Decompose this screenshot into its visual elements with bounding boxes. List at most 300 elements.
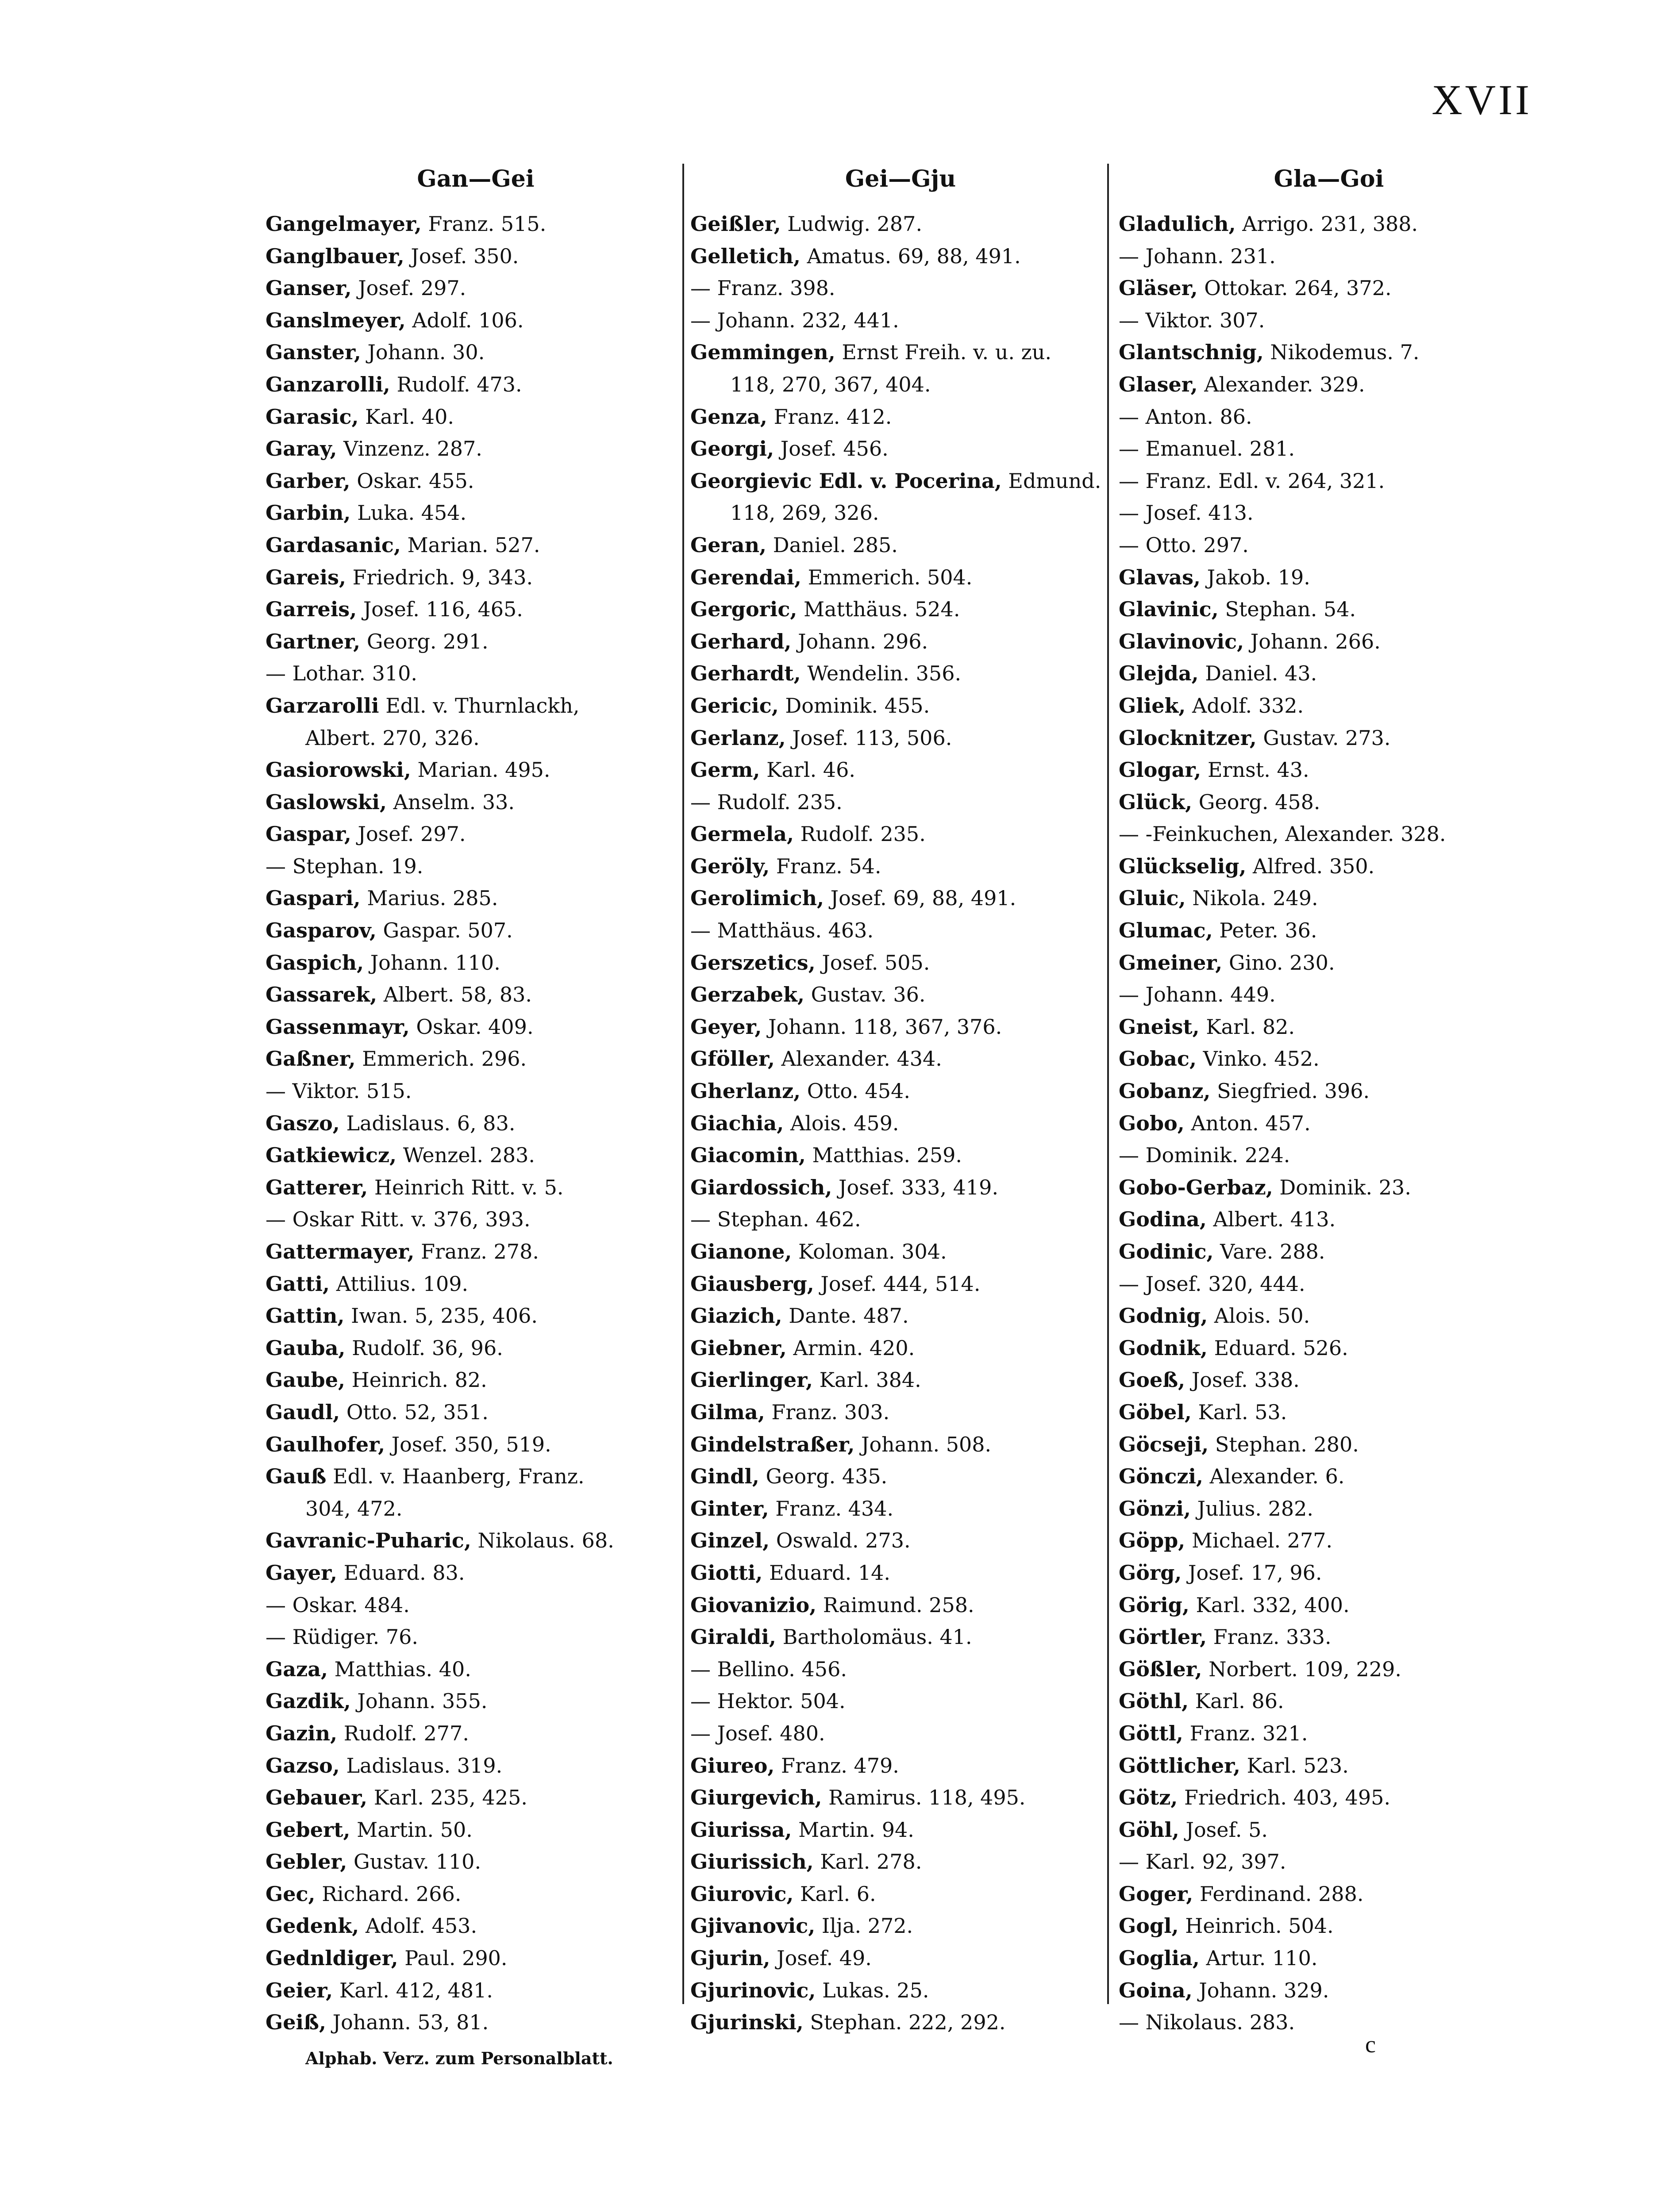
index-entry <box>266 1268 686 1300</box>
index-entry <box>266 497 686 529</box>
index-entry <box>1119 1203 1539 1236</box>
entry-surname: Gföller, <box>690 1047 775 1071</box>
entry-detail: — Karl. 92, 397. <box>1119 1850 1286 1874</box>
entry-surname: Gerhardt, <box>690 661 801 686</box>
entry-detail: — Lothar. 310. <box>266 661 418 686</box>
entry-detail: — Johann. 449. <box>1119 983 1276 1007</box>
entry-detail: Ladislaus. 6, 83. <box>346 1111 516 1135</box>
index-entry <box>266 818 686 850</box>
index-entry <box>266 1717 686 1750</box>
index-column-1 <box>266 157 686 2039</box>
index-entry <box>1119 1268 1539 1300</box>
entry-detail: Oskar. 409. <box>416 1014 534 1039</box>
index-entry <box>1119 1974 1539 2007</box>
footer-note: Alphab. Verz. zum Personalblatt. <box>305 2048 613 2068</box>
index-entry <box>266 593 686 626</box>
entry-surname: Gardasanic, <box>266 533 401 557</box>
index-entry <box>1119 336 1539 369</box>
entry-detail: Otto. 52, 351. <box>346 1400 489 1424</box>
entry-detail: Gino. 230. <box>1228 950 1335 975</box>
index-entry <box>690 1846 1111 1878</box>
entry-detail: Adolf. 106. <box>412 308 524 332</box>
index-entry <box>266 336 686 369</box>
entry-detail: Franz. 412. <box>774 404 892 429</box>
index-entry <box>690 690 1111 722</box>
entry-surname: Gelletich, <box>690 244 801 268</box>
entry-detail: Ramirus. 118, 495. <box>828 1786 1026 1810</box>
index-entry <box>690 336 1111 369</box>
index-entry <box>690 304 1111 337</box>
index-entry <box>1119 1750 1539 1782</box>
index-entry <box>690 1203 1111 1236</box>
entry-detail: 118, 270, 367, 404. <box>730 372 931 396</box>
entry-surname: Gauba, <box>266 1336 346 1360</box>
entry-surname: Gerendai, <box>690 565 801 589</box>
entry-surname: Gebert, <box>266 1817 350 1842</box>
entry-surname: Gassenmayr, <box>266 1014 410 1039</box>
index-entry <box>690 1557 1111 1589</box>
entry-surname: Görg, <box>1119 1560 1182 1585</box>
index-entry <box>266 754 686 786</box>
entry-surname: Gläser, <box>1119 276 1198 300</box>
index-entry <box>266 1621 686 1653</box>
index-entry <box>266 1460 686 1493</box>
index-entry <box>266 850 686 883</box>
index-entry <box>266 1364 686 1396</box>
index-entry <box>690 1300 1111 1332</box>
entry-detail: Vinzenz. 287. <box>343 437 482 461</box>
entry-surname: Ganzarolli, <box>266 372 390 396</box>
entry-detail: Anselm. 33. <box>393 790 515 814</box>
entry-surname: Gaszo, <box>266 1111 340 1135</box>
index-entry <box>266 208 686 240</box>
entry-detail: Edmund. <box>1008 469 1101 493</box>
index-entry <box>1119 1107 1539 1140</box>
entry-surname: Gaudl, <box>266 1400 340 1424</box>
entry-detail: Peter. 36. <box>1219 918 1317 943</box>
entry-detail: Nikolaus. 68. <box>477 1528 614 1553</box>
entry-surname: Gianone, <box>690 1240 792 1263</box>
index-entry <box>1119 947 1539 979</box>
entry-detail: Matthias. 259. <box>812 1143 962 1167</box>
entry-detail: Gustav. 36. <box>811 983 926 1007</box>
index-entry <box>690 979 1111 1011</box>
entry-detail: Josef. 456. <box>780 437 889 461</box>
index-entry <box>690 626 1111 658</box>
entry-surname: Giebner, <box>690 1336 787 1360</box>
index-entry <box>266 561 686 594</box>
entry-detail: — Anton. 86. <box>1119 404 1252 429</box>
index-entry <box>690 1364 1111 1396</box>
entry-detail: — Josef. 413. <box>1119 501 1254 525</box>
entry-detail: Georg. 458. <box>1198 790 1320 814</box>
entry-surname: Gednldiger, <box>266 1946 398 1970</box>
entry-surname: Gobac, <box>1119 1047 1197 1071</box>
index-entry <box>690 1685 1111 1717</box>
entry-detail: Karl. 86. <box>1195 1689 1284 1713</box>
entry-detail: Wenzel. 283. <box>403 1143 535 1167</box>
index-entry <box>266 1011 686 1043</box>
index-entry <box>266 1557 686 1589</box>
entry-detail: — Oskar Ritt. v. 376, 393. <box>266 1207 531 1232</box>
entry-detail: — Dominik. 224. <box>1119 1143 1290 1167</box>
entry-detail: Karl. 278. <box>820 1850 922 1874</box>
index-entry <box>690 818 1111 850</box>
index-entry <box>266 914 686 947</box>
entry-surname: Giraldi, <box>690 1625 776 1649</box>
entry-detail: Josef. 113, 506. <box>792 726 952 750</box>
entry-surname: Gneist, <box>1119 1014 1200 1039</box>
entry-surname: Gaza, <box>266 1657 328 1681</box>
entry-detail: Alfred. 350. <box>1253 854 1375 878</box>
index-entry <box>266 979 686 1011</box>
index-entry <box>266 2006 686 2039</box>
index-entry <box>266 1171 686 1204</box>
entry-detail: Eduard. 526. <box>1214 1336 1348 1360</box>
entry-detail: Jakob. 19. <box>1207 565 1310 589</box>
index-entry <box>1119 433 1539 465</box>
index-entry <box>266 1910 686 1942</box>
entry-detail: Gustav. 110. <box>353 1850 481 1874</box>
column-header: Gan—Gei <box>417 165 535 192</box>
entry-detail: — Johann. 232, 441. <box>690 308 899 332</box>
entry-detail: — Viktor. 307. <box>1119 308 1265 332</box>
entry-surname: Goglia, <box>1119 1946 1200 1970</box>
entry-detail: Vinko. 452. <box>1203 1047 1320 1071</box>
entry-detail: Raimund. 258. <box>823 1593 974 1617</box>
entry-surname: Gjurin, <box>690 1946 770 1970</box>
index-entry <box>266 786 686 818</box>
index-entry <box>1119 465 1539 497</box>
index-entry <box>690 754 1111 786</box>
index-entry <box>690 529 1111 561</box>
entry-detail: Adolf. 453. <box>365 1914 477 1938</box>
index-entry <box>690 369 1111 401</box>
entry-detail: Anton. 457. <box>1191 1111 1311 1135</box>
entry-detail: Karl. 40. <box>365 404 454 429</box>
entry-detail: Franz. 333. <box>1213 1625 1332 1649</box>
index-entry <box>1119 1621 1539 1653</box>
index-entry <box>266 1300 686 1332</box>
entry-surname: Gladulich, <box>1119 212 1236 236</box>
entry-detail: Karl. 82. <box>1206 1014 1295 1039</box>
entry-surname: Gatterer, <box>266 1175 368 1199</box>
index-entry <box>1119 882 1539 914</box>
index-entry <box>690 1236 1111 1268</box>
entry-detail: — Oskar. 484. <box>266 1593 410 1617</box>
entry-surname: Giazich, <box>690 1304 782 1328</box>
entry-detail: Karl. 523. <box>1247 1753 1349 1778</box>
index-entry <box>690 465 1111 497</box>
index-entry <box>690 593 1111 626</box>
entry-surname: Goeß, <box>1119 1368 1185 1392</box>
entry-surname: Görtler, <box>1119 1625 1207 1649</box>
entry-detail: Johann. 508. <box>861 1432 992 1456</box>
index-entry <box>266 1846 686 1878</box>
entry-surname: Garber, <box>266 469 350 493</box>
index-entry <box>690 786 1111 818</box>
index-entry <box>266 722 686 754</box>
index-entry <box>266 304 686 337</box>
index-entry <box>1119 1653 1539 1686</box>
entry-detail: Franz. 479. <box>781 1753 899 1778</box>
index-entry <box>690 401 1111 433</box>
index-entry <box>1119 914 1539 947</box>
index-entry <box>690 1043 1111 1075</box>
index-entry <box>266 1043 686 1075</box>
entry-detail: Franz. 321. <box>1189 1721 1308 1745</box>
index-entry <box>266 1075 686 1107</box>
index-entry <box>690 272 1111 304</box>
entry-surname: Geran, <box>690 533 767 557</box>
index-entry <box>266 1525 686 1557</box>
index-entry <box>1119 1846 1539 1878</box>
entry-surname: Glejda, <box>1119 661 1199 686</box>
entry-surname: Gierlinger, <box>690 1368 813 1392</box>
entry-detail: Stephan. 54. <box>1225 597 1356 622</box>
entry-surname: Gasiorowski, <box>266 758 411 782</box>
entry-surname: Göthl, <box>1119 1689 1189 1713</box>
entry-surname: Ganster, <box>266 340 361 365</box>
entry-list <box>1119 208 1539 2039</box>
index-entry <box>1119 529 1539 561</box>
index-entry <box>266 1429 686 1461</box>
entry-detail: Albert. 413. <box>1213 1207 1336 1232</box>
entry-detail: Ferdinand. 288. <box>1199 1882 1364 1906</box>
entry-surname: Görig, <box>1119 1593 1189 1617</box>
entry-detail: Eduard. 83. <box>343 1560 465 1585</box>
index-entry <box>690 1717 1111 1750</box>
index-entry <box>1119 1685 1539 1717</box>
entry-surname: Glavinovic, <box>1119 629 1244 653</box>
index-entry <box>690 914 1111 947</box>
entry-surname: Gazso, <box>266 1753 340 1778</box>
index-entry <box>266 465 686 497</box>
index-entry <box>1119 1589 1539 1621</box>
entry-surname: Gerzabek, <box>690 983 805 1007</box>
entry-detail: Josef. 5. <box>1185 1817 1268 1842</box>
index-entry <box>266 240 686 273</box>
index-entry <box>690 1139 1111 1171</box>
entry-surname: Genza, <box>690 404 767 429</box>
index-entry <box>1119 979 1539 1011</box>
index-entry <box>1119 1717 1539 1750</box>
index-entry <box>690 1075 1111 1107</box>
index-entry <box>266 947 686 979</box>
entry-detail: Martin. 94. <box>798 1817 914 1842</box>
index-entry <box>1119 1557 1539 1589</box>
entry-detail: Adolf. 332. <box>1192 693 1304 718</box>
index-entry <box>266 1878 686 1910</box>
entry-surname: Glogar, <box>1119 758 1201 782</box>
entry-detail: Franz. 515. <box>428 212 547 236</box>
entry-detail: — Stephan. 462. <box>690 1207 861 1232</box>
entry-detail: Nikodemus. 7. <box>1270 340 1420 365</box>
index-column-3 <box>1119 157 1539 2039</box>
entry-detail: — Rüdiger. 76. <box>266 1625 419 1649</box>
index-entry <box>1119 754 1539 786</box>
entry-surname: Geiß, <box>266 2010 326 2035</box>
entry-surname: Gaßner, <box>266 1047 356 1071</box>
entry-surname: Glück, <box>1119 790 1193 814</box>
entry-surname: Ganser, <box>266 276 352 300</box>
entry-surname: Gec, <box>266 1882 316 1906</box>
entry-surname: Gaspich, <box>266 950 364 975</box>
index-entry <box>266 1653 686 1686</box>
index-entry <box>690 561 1111 594</box>
entry-detail: Ladislaus. 319. <box>346 1753 503 1778</box>
index-entry <box>690 1814 1111 1846</box>
entry-detail: Siegfried. 396. <box>1217 1079 1370 1103</box>
entry-detail: Marius. 285. <box>367 886 498 910</box>
index-entry <box>1119 1332 1539 1364</box>
index-entry <box>1119 786 1539 818</box>
entry-detail: Ernst. 43. <box>1207 758 1309 782</box>
entry-surname: Gindelstraßer, <box>690 1432 855 1456</box>
entry-surname: Gluic, <box>1119 886 1186 910</box>
entry-surname: Giausberg, <box>690 1271 814 1296</box>
entry-surname: Gattermayer, <box>266 1240 415 1263</box>
entry-detail: Dominik. 455. <box>785 693 930 718</box>
index-entry <box>266 690 686 722</box>
entry-detail: Attilius. 109. <box>336 1271 469 1296</box>
entry-detail: Josef. 338. <box>1191 1368 1300 1392</box>
index-entry <box>690 1750 1111 1782</box>
entry-detail: Iwan. 5, 235, 406. <box>351 1304 538 1328</box>
index-entry <box>1119 1782 1539 1814</box>
entry-detail: Rudolf. 277. <box>343 1721 469 1745</box>
entry-detail: — Josef. 320, 444. <box>1119 1271 1305 1296</box>
index-entry <box>1119 1075 1539 1107</box>
index-entry <box>1119 1011 1539 1043</box>
entry-detail: Ottokar. 264, 372. <box>1204 276 1392 300</box>
index-entry <box>1119 497 1539 529</box>
entry-surname: Ganglbauer, <box>266 244 404 268</box>
entry-surname: Giurissa, <box>690 1817 792 1842</box>
entry-detail: Josef. 505. <box>822 950 930 975</box>
entry-surname: Gavranic-Puharic, <box>266 1528 471 1553</box>
entry-surname: Ginter, <box>690 1496 769 1521</box>
entry-surname: Gaspari, <box>266 886 361 910</box>
index-entry <box>1119 1396 1539 1429</box>
entry-detail: Heinrich. 504. <box>1185 1914 1334 1938</box>
entry-surname: Göcseji, <box>1119 1432 1209 1456</box>
index-entry <box>690 240 1111 273</box>
entry-surname: Gherlanz, <box>690 1079 801 1103</box>
entry-surname: Gazdik, <box>266 1689 351 1713</box>
index-entry <box>690 882 1111 914</box>
entry-detail: — Franz. Edl. v. 264, 321. <box>1119 469 1385 493</box>
column-header: Gla—Goi <box>1274 165 1384 192</box>
entry-detail: — Emanuel. 281. <box>1119 437 1295 461</box>
index-entry <box>266 369 686 401</box>
entry-surname: Gemmingen, <box>690 340 835 365</box>
entry-detail: Rudolf. 235. <box>800 822 926 846</box>
index-entry <box>690 1878 1111 1910</box>
entry-detail: Friedrich. 403, 495. <box>1184 1786 1391 1810</box>
index-entry <box>1119 208 1539 240</box>
index-entry <box>690 1268 1111 1300</box>
entry-surname: Gartner, <box>266 629 361 653</box>
entry-detail: — Nikolaus. 283. <box>1119 2010 1295 2035</box>
entry-surname: Giovanizio, <box>690 1593 817 1617</box>
entry-detail: — Johann. 231. <box>1119 244 1276 268</box>
entry-detail: Ernst Freih. v. u. zu. <box>842 340 1052 365</box>
entry-detail: — Otto. 297. <box>1119 533 1249 557</box>
entry-surname: Gerolimich, <box>690 886 824 910</box>
entry-detail: Johann. 118, 367, 376. <box>768 1014 1002 1039</box>
index-entry <box>266 1493 686 1525</box>
index-entry <box>1119 1364 1539 1396</box>
entry-detail: Marian. 527. <box>407 533 540 557</box>
entry-detail: Luka. 454. <box>357 501 467 525</box>
entry-surname: Gergoric, <box>690 597 797 622</box>
entry-detail: Johann. 110. <box>370 950 500 975</box>
entry-detail: Nikola. 249. <box>1192 886 1318 910</box>
entry-detail: Karl. 53. <box>1198 1400 1287 1424</box>
entry-detail: Johann. 266. <box>1250 629 1381 653</box>
entry-surname: Geier, <box>266 1978 333 2002</box>
entry-detail: Josef. 69, 88, 491. <box>830 886 1016 910</box>
entry-detail: Gaspar. 507. <box>383 918 513 943</box>
index-entry <box>266 1589 686 1621</box>
entry-surname: Gerszetics, <box>690 950 816 975</box>
entry-detail: Josef. 17, 96. <box>1188 1560 1322 1585</box>
entry-surname: Godina, <box>1119 1207 1207 1232</box>
entry-list <box>690 208 1111 2039</box>
entry-detail: Heinrich. 82. <box>351 1368 487 1392</box>
entry-detail: Johann. 53, 81. <box>332 2010 489 2035</box>
entry-detail: Julius. 282. <box>1197 1496 1314 1521</box>
index-entry <box>1119 401 1539 433</box>
index-entry <box>266 626 686 658</box>
entry-surname: Geröly, <box>690 854 770 878</box>
index-entry <box>266 1107 686 1140</box>
entry-detail: Ludwig. 287. <box>787 212 923 236</box>
entry-detail: Josef. 297. <box>358 822 466 846</box>
entry-detail: Otto. 454. <box>807 1079 910 1103</box>
entry-detail: Johann. 30. <box>367 340 485 365</box>
entry-surname: Gedenk, <box>266 1914 359 1938</box>
index-entry <box>1119 1043 1539 1075</box>
index-entry <box>690 1429 1111 1461</box>
entry-surname: Ganslmeyer, <box>266 308 406 332</box>
entry-surname: Gasparov, <box>266 918 377 943</box>
entry-surname: Glumac, <box>1119 918 1213 943</box>
index-entry <box>266 1139 686 1171</box>
entry-detail: Franz. 434. <box>775 1496 894 1521</box>
entry-surname: Gjivanovic, <box>690 1914 816 1938</box>
entry-surname: Garreis, <box>266 597 357 622</box>
entry-surname: Göhl, <box>1119 1817 1179 1842</box>
entry-detail: Josef. 350. <box>411 244 519 268</box>
index-entry <box>690 1974 1111 2007</box>
entry-detail: Paul. 290. <box>404 1946 508 1970</box>
index-entry <box>690 1910 1111 1942</box>
entry-detail: Emmerich. 504. <box>808 565 973 589</box>
entry-detail: Eduard. 14. <box>769 1560 890 1585</box>
index-entry <box>266 1236 686 1268</box>
entry-detail: Ilja. 272. <box>821 1914 913 1938</box>
entry-surname: Göpp, <box>1119 1528 1185 1553</box>
entry-detail: Armin. 420. <box>793 1336 915 1360</box>
entry-detail: Bartholomäus. 41. <box>782 1625 972 1649</box>
entry-surname: Gatti, <box>266 1271 330 1296</box>
entry-detail: Johann. 329. <box>1199 1978 1329 2002</box>
entry-detail: Josef. 333, 419. <box>839 1175 999 1199</box>
entry-detail: Martin. 50. <box>357 1817 473 1842</box>
entry-detail: Matthäus. 524. <box>804 597 960 622</box>
